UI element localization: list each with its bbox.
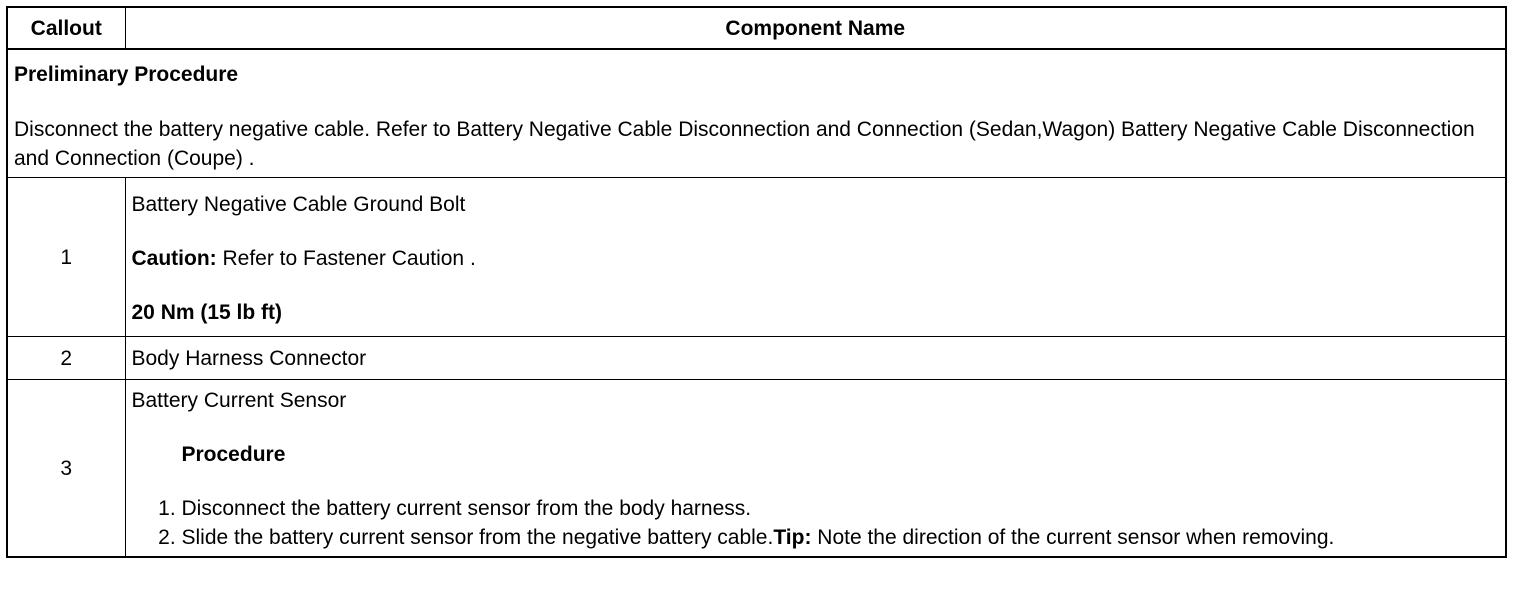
table-row [7,380,1506,558]
preliminary-row [7,49,1506,178]
header-component-name: Component Name [125,7,1506,49]
table-header-row [7,7,1506,49]
component-cell [125,178,1506,337]
preliminary-cell [7,49,1506,178]
preliminary-text: Disconnect the battery negative cable. Refer to Battery Negative Cable Disconnection and Connection (Sedan,Wagon) Battery Negative Cable Disconnection and Connection (Coupe) . [14,118,1475,170]
caution-text: Refer to Fastener Caution . [216,246,476,270]
tip-label: Tip: [773,526,812,549]
table-row [7,337,1506,380]
step-text: Disconnect the battery current sensor from the body harness. [181,497,752,520]
caution-label: Caution: [131,246,217,270]
step-text: Slide the battery current sensor from the negative battery cable. [181,526,774,549]
callout-cell: 1 [7,178,125,337]
procedure-step [182,494,1500,523]
procedure-steps [132,494,1500,552]
caution-note [132,244,1500,273]
callout-cell: 3 [7,380,125,558]
component-name: Battery Current Sensor [131,389,347,412]
callout-cell: 2 [7,337,125,380]
header-callout: Callout [7,7,125,49]
component-name: Body Harness Connector [125,337,1506,380]
torque-spec: 20 Nm (15 lb ft) [131,300,283,324]
tip-text: Note the direction of the current sensor when removing. [811,526,1335,549]
component-cell [125,380,1506,558]
procedure-title: Procedure [181,443,286,466]
component-table [6,6,1507,558]
procedure-step [182,523,1500,552]
table-row [7,178,1506,337]
preliminary-title: Preliminary Procedure [14,63,239,86]
component-name: Battery Negative Cable Ground Bolt [131,192,466,216]
